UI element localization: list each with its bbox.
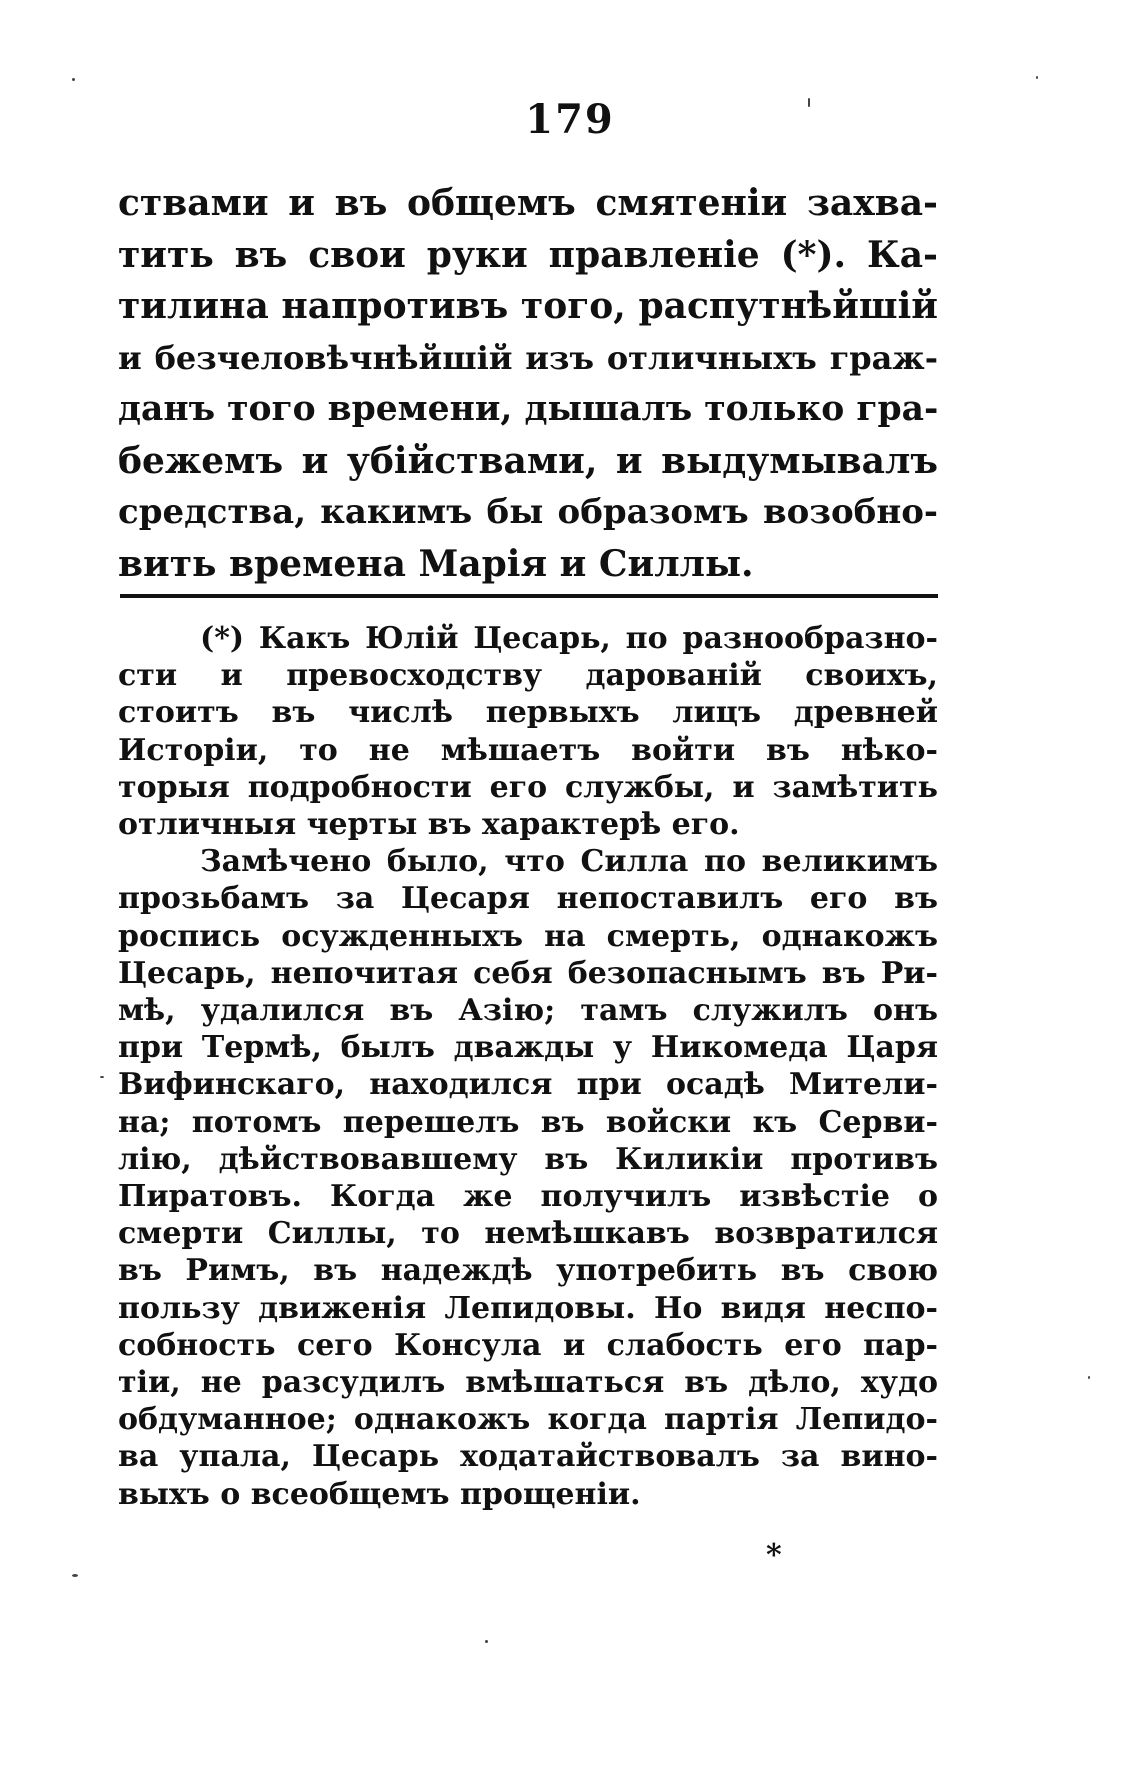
signature-mark: * — [766, 1538, 782, 1573]
footnote-line: сти и превосходству дарованій своихъ, — [118, 658, 938, 694]
main-text-line: и безчеловѣчнѣйшій изъ отличныхъ граж- — [118, 338, 938, 377]
print-speck — [485, 1640, 488, 1643]
main-text-line: тилина напротивъ того, распутнѣйшій — [118, 285, 938, 327]
footnote-line: выхъ о всеобщемъ прощеніи. — [118, 1476, 641, 1512]
footnote-line: при Термѣ, былъ дважды у Никомеда Царя — [118, 1030, 938, 1066]
main-text — [118, 178, 938, 590]
footnote-line: на; потомъ перешелъ въ войски къ Серви- — [118, 1104, 938, 1140]
print-speck — [100, 1076, 104, 1078]
footnote-line: Пиратовъ. Когда же получилъ извѣстіе о — [118, 1179, 938, 1215]
footnote-line: лію, дѣйствовавшему въ Киликіи противъ — [118, 1141, 938, 1177]
footnote-line: Цесарь, непочитая себя безопаснымъ въ Ри- — [118, 955, 938, 991]
footnote-line: тіи, не разсудилъ вмѣшаться въ дѣло, худо — [118, 1365, 938, 1401]
footnote-line: торыя подробности его службы, и замѣтить — [118, 769, 938, 805]
footnote-line: Исторіи, то не мѣшаетъ войти въ нѣко- — [118, 732, 938, 768]
footnote-line: обдуманное; однакожъ когда партія Лепидо- — [118, 1402, 938, 1438]
footnote-line: пользу движенія Лепидовы. Но видя неспо- — [118, 1290, 938, 1326]
footnote-line: роспись осужденныхъ на смерть, однакожъ — [118, 918, 938, 954]
footnote — [118, 620, 938, 1513]
main-text-line: ствами и въ общемъ смятеніи захва- — [118, 182, 938, 224]
print-speck — [72, 1574, 78, 1577]
print-speck — [808, 98, 810, 107]
print-speck — [1036, 76, 1038, 79]
footnote-line: собность сего Консула и слабость его пар- — [118, 1327, 938, 1363]
print-speck — [1088, 1376, 1090, 1379]
main-text-line: средства, какимъ бы образомъ возобно- — [118, 492, 938, 532]
page-number: 179 — [525, 96, 615, 143]
footnote-line: (*) Какъ Юлій Цесарь, по разнообразно- — [200, 621, 938, 656]
footnote-line: Вифинскаго, находился при осадѣ Мители- — [118, 1067, 938, 1103]
footnote-line: ва упала, Цесарь ходатайствовалъ за вино- — [118, 1439, 938, 1475]
main-text-line: тить въ свои руки правленіе (*). Ка- — [118, 233, 938, 276]
print-speck — [72, 78, 75, 81]
footnote-separator-rule — [120, 594, 938, 598]
main-text-line: вить времена Марія и Силлы. — [118, 542, 754, 585]
footnote-line: въ Римъ, въ надеждѣ употребить въ свою — [118, 1253, 938, 1289]
main-text-line: бежемъ и убійствами, и выдумывалъ — [118, 439, 938, 482]
footnote-line: смерти Силлы, то немѣшкавъ возвратился — [118, 1216, 938, 1252]
footnote-line: отличныя черты въ характерѣ его. — [118, 807, 740, 843]
footnote-line: стоитъ въ числѣ первыхъ лицъ древней — [118, 695, 938, 731]
footnote-line: прозьбамъ за Цесаря непоставилъ его въ — [118, 881, 938, 917]
footnote-line: мѣ, удалился въ Азію; тамъ служилъ онъ — [118, 993, 938, 1029]
main-text-line: данъ того времени, дышалъ только гра- — [118, 389, 939, 429]
footnote-line: Замѣчено было, что Силла по великимъ — [200, 844, 938, 880]
